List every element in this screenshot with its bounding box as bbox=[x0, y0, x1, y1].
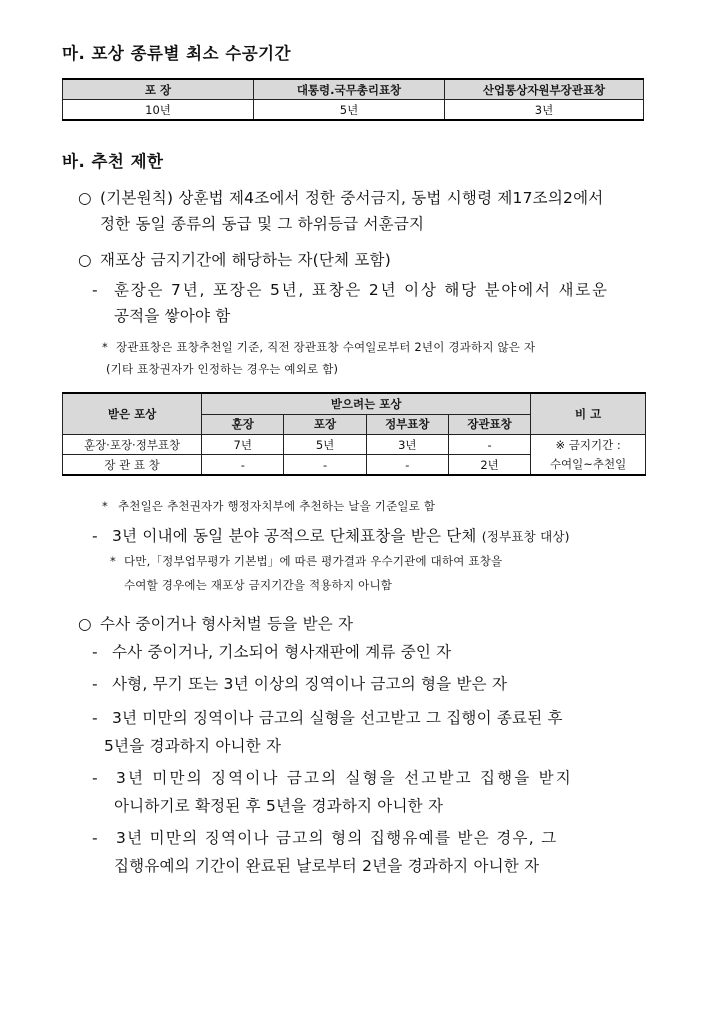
list-item: ○ (기본원칙) 상훈법 제4조에서 정한 중서금지, 동법 시행령 제17조의2에서 bbox=[78, 189, 604, 207]
dash-bullet: - bbox=[92, 281, 100, 299]
star-bullet: * bbox=[110, 554, 116, 568]
table-cell: 3년 bbox=[445, 100, 644, 121]
dash-bullet: - bbox=[92, 709, 98, 727]
section-ba-title: 바. 추천 제한 bbox=[62, 152, 164, 171]
re-award-restriction-table bbox=[62, 392, 646, 476]
list-item: ○ 수사 중이거나 형사처벌 등을 받은 자 bbox=[78, 615, 354, 633]
sub-item: - 3년 미만의 징역이나 금고의 실형을 선고받고 그 집행이 종료된 후 bbox=[92, 709, 563, 727]
star-bullet: * bbox=[102, 340, 108, 354]
table-header: 훈장 bbox=[202, 414, 284, 435]
dash-bullet: - bbox=[92, 643, 98, 661]
note: * 추천일은 추천권자가 행정자치부에 추천하는 날을 기준일로 함 bbox=[102, 499, 436, 513]
sub-item-continued: 아니하기로 확정된 후 5년을 경과하지 아니한 자 bbox=[114, 797, 444, 815]
circle-bullet: ○ bbox=[78, 615, 92, 633]
sub-item-continued: 공적을 쌓아야 함 bbox=[114, 307, 231, 325]
table-header: 대통령.국무총리표창 bbox=[254, 79, 445, 100]
sub-item: - 3년 미만의 징역이나 금고의 실형을 선고받고 집행을 받지 bbox=[92, 769, 573, 787]
note: * 다만,「정부업무평가 기본법」에 따른 평가결과 우수기관에 대하여 표창을 bbox=[110, 554, 503, 568]
list-item-continued: 정한 동일 종류의 동급 및 그 하위등급 서훈금지 bbox=[100, 215, 425, 233]
table-header: 장관표창 bbox=[448, 414, 530, 435]
table-header: 받은 포상 bbox=[63, 393, 202, 435]
sub-item: - 3년 이내에 동일 분야 공적으로 단체표창을 받은 단체 (정부표창 대상) bbox=[92, 527, 570, 545]
dash-bullet: - bbox=[92, 675, 98, 693]
min-service-period-table bbox=[62, 78, 644, 121]
list-item: ○ 재포상 금지기간에 해당하는 자(단체 포함) bbox=[78, 251, 391, 269]
note-continued: 수여할 경우에는 재포상 금지기간을 적용하지 아니함 bbox=[124, 578, 393, 592]
sub-item: - 수사 중이거나, 기소되어 형사재판에 계류 중인 자 bbox=[92, 643, 452, 661]
table-header: 포 장 bbox=[63, 79, 254, 100]
note: * 장관표창은 표창추천일 기준, 직전 장관표창 수여일로부터 2년이 경과하지 않은 자 bbox=[102, 340, 536, 354]
table-cell: 5년 bbox=[254, 100, 445, 121]
sub-item: - 사형, 무기 또는 3년 이상의 징역이나 금고의 형을 받은 자 bbox=[92, 675, 508, 693]
note-continued: (기타 표창권자가 인정하는 경우는 예외로 함) bbox=[106, 362, 339, 376]
sub-item-continued: 집행유예의 기간이 완료된 날로부터 2년을 경과하지 아니한 자 bbox=[114, 857, 540, 875]
table-row: 훈장·포장·정부표창 7년 5년 3년 - ※ 금지기간 : bbox=[63, 435, 646, 455]
table-header: 정부표창 bbox=[366, 414, 448, 435]
sub-item: - 훈장은 7년, 포장은 5년, 표창은 2년 이상 해당 분야에서 새로운 bbox=[92, 281, 609, 299]
star-bullet: * bbox=[102, 499, 108, 513]
table-header: 포장 bbox=[284, 414, 366, 435]
table-cell: 10년 bbox=[63, 100, 254, 121]
circle-bullet: ○ bbox=[78, 251, 92, 269]
dash-bullet: - bbox=[92, 527, 98, 545]
sub-item-continued: 5년을 경과하지 아니한 자 bbox=[104, 737, 282, 755]
sub-item: - 3년 미만의 징역이나 금고의 형의 집행유예를 받은 경우, 그 bbox=[92, 829, 558, 847]
dash-bullet: - bbox=[92, 829, 99, 847]
section-ma-title: 마. 포상 종류별 최소 수공기간 bbox=[62, 44, 292, 63]
table-header: 비 고 bbox=[531, 393, 646, 435]
table-row: 장 관 표 창 - - - 2년 수여일~추천일 bbox=[63, 455, 646, 476]
table-header: 받으려는 포상 bbox=[202, 393, 531, 414]
dash-bullet: - bbox=[92, 769, 100, 787]
table-header: 산업통상자원부장관표창 bbox=[445, 79, 644, 100]
circle-bullet: ○ bbox=[78, 189, 92, 207]
